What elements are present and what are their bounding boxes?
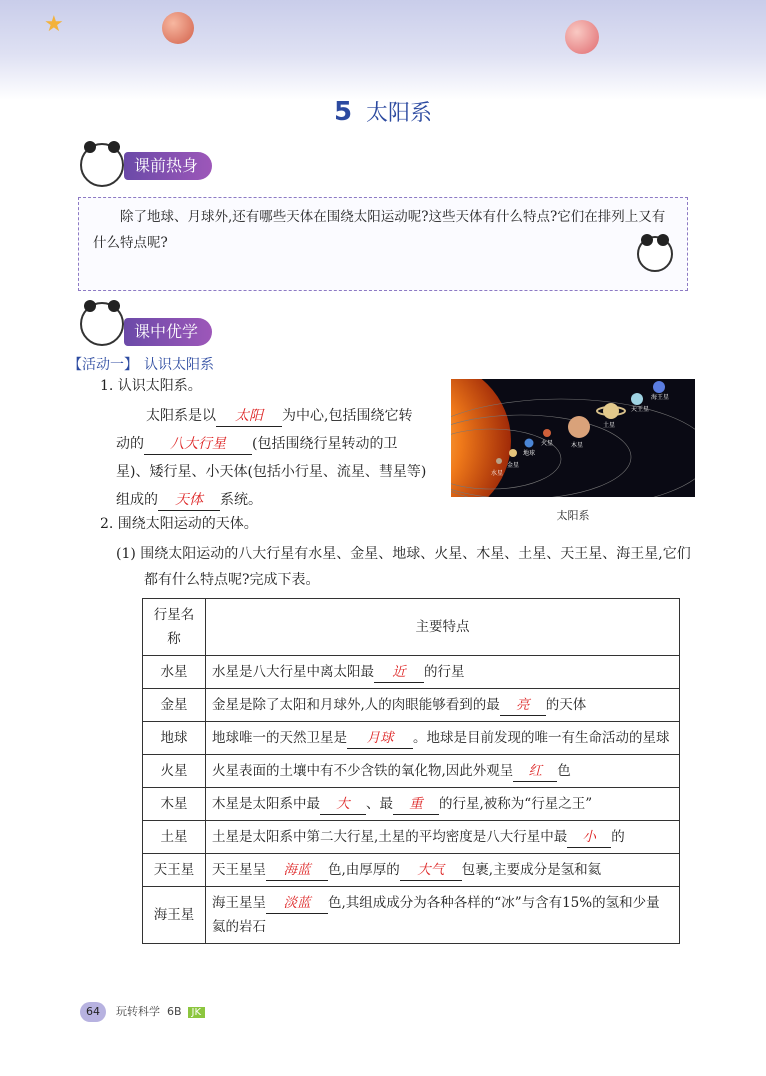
- table-row: 土星 土星是太阳系中第二大行星,土星的平均密度是八大行星中最 小 的: [143, 821, 680, 854]
- answer-blank: 天体: [158, 490, 220, 511]
- warmup-box: [78, 197, 688, 291]
- section-inclass: 课中优学: [124, 318, 212, 346]
- planet-icon: [162, 12, 194, 44]
- earth-icon: [525, 439, 534, 448]
- label-mars: 火星: [541, 440, 554, 447]
- planet-table: [142, 598, 680, 944]
- table-row: 水星 水星是八大行星中离太阳最 近 的行星: [143, 656, 680, 689]
- panda-pencil-icon: [637, 236, 673, 272]
- jupiter-icon: [568, 416, 590, 438]
- answer-blank: 太阳: [216, 406, 282, 427]
- label-uranus: 天王星: [631, 406, 650, 413]
- answer-blank: 近: [374, 662, 424, 683]
- table-header-row: [143, 599, 680, 656]
- label-venus: 金星: [507, 462, 520, 469]
- answer-blank: 月球: [347, 728, 413, 749]
- item1-label: 1. 认识太阳系。: [100, 378, 202, 394]
- venus-icon: [509, 449, 517, 457]
- answer-blank: 小: [567, 827, 611, 848]
- panda-mascot-icon: [80, 143, 124, 187]
- header-name: 行星名称: [143, 599, 206, 656]
- planet-icon: [565, 20, 599, 54]
- section-warmup: 课前热身: [124, 152, 212, 180]
- solar-system-illustration: [451, 379, 695, 497]
- answer-blank: 淡蓝: [266, 893, 328, 914]
- panda-mascot-icon: [80, 302, 124, 346]
- table-row: 金星 金星是除了太阳和月球外,人的肉眼能够看到的最 亮 的天体: [143, 689, 680, 722]
- uranus-icon: [631, 393, 643, 405]
- page-footer: 64 玩转科学 6B JK: [80, 1002, 205, 1022]
- label-jupiter: 木星: [571, 442, 584, 449]
- table-row: 火星 火星表面的土壤中有不少含铁的氧化物,因此外观呈 红 色: [143, 755, 680, 788]
- table-row: 海王星 海王星呈 淡蓝 色,其组成成分为各种各样的“冰”与含有15%的氢和少量氦的岩石: [143, 887, 680, 944]
- neptune-icon: [653, 381, 665, 393]
- header-banner: [0, 0, 766, 100]
- activity-heading: 【活动一】 认识太阳系: [68, 357, 214, 373]
- item2-label: 2. 围绕太阳运动的天体。: [100, 516, 258, 532]
- item2-q-line2: 都有什么特点呢?完成下表。: [144, 572, 320, 588]
- answer-blank: 大: [320, 794, 366, 815]
- label-saturn: 土星: [603, 422, 616, 429]
- answer-blank: 海蓝: [266, 860, 328, 881]
- solar-system-image: [451, 379, 695, 497]
- mercury-icon: [496, 458, 502, 464]
- page-number: 64: [80, 1002, 106, 1022]
- answer-blank: 亮: [500, 695, 546, 716]
- item1-line1: 太阳系是以 太阳 为中心,包括围绕它转: [146, 402, 412, 430]
- series-badge: JK: [188, 1007, 206, 1018]
- saturn-icon: [603, 403, 619, 419]
- label-mercury: 水星: [491, 470, 504, 477]
- item1-line2: 动的 八大行星 (包括围绕行星转动的卫: [116, 430, 397, 458]
- table-row: 天王星 天王星呈 海蓝 色,由厚厚的 大气 包裹,主要成分是氢和氦: [143, 854, 680, 887]
- answer-blank: 红: [513, 761, 557, 782]
- table-row: 木星 木星是太阳系中最 大 、最 重 的行星,被称为“行星之王”: [143, 788, 680, 821]
- answer-blank: 重: [393, 794, 439, 815]
- label-earth: 地球: [523, 450, 536, 457]
- warmup-text: 除了地球、月球外,还有哪些天体在围绕太阳运动呢?这些天体有什么特点?它们在排列上又有什么特点呢?: [93, 209, 666, 251]
- table-row: 地球 地球唯一的天然卫星是 月球 。地球是目前发现的唯一有生命活动的星球: [143, 722, 680, 755]
- page-title: 5 太阳系: [333, 97, 433, 127]
- sun-icon: [451, 379, 511, 497]
- image-caption: 太阳系: [556, 509, 590, 522]
- answer-blank: 八大行星: [144, 434, 252, 455]
- answer-blank: 大气: [400, 860, 462, 881]
- label-neptune: 海王星: [651, 394, 670, 401]
- item1-line3: 星)、矮行星、小天体(包括小行星、流星、彗星等): [116, 464, 427, 480]
- star-icon: ★: [44, 12, 64, 37]
- item2-q-line1: (1) 围绕太阳运动的八大行星有水星、金星、地球、火星、木星、土星、天王星、海王星,它们: [116, 546, 691, 562]
- item1-line4: 组成的 天体 系统。: [116, 486, 262, 514]
- header-feature: 主要特点: [206, 599, 680, 656]
- mars-icon: [543, 429, 551, 437]
